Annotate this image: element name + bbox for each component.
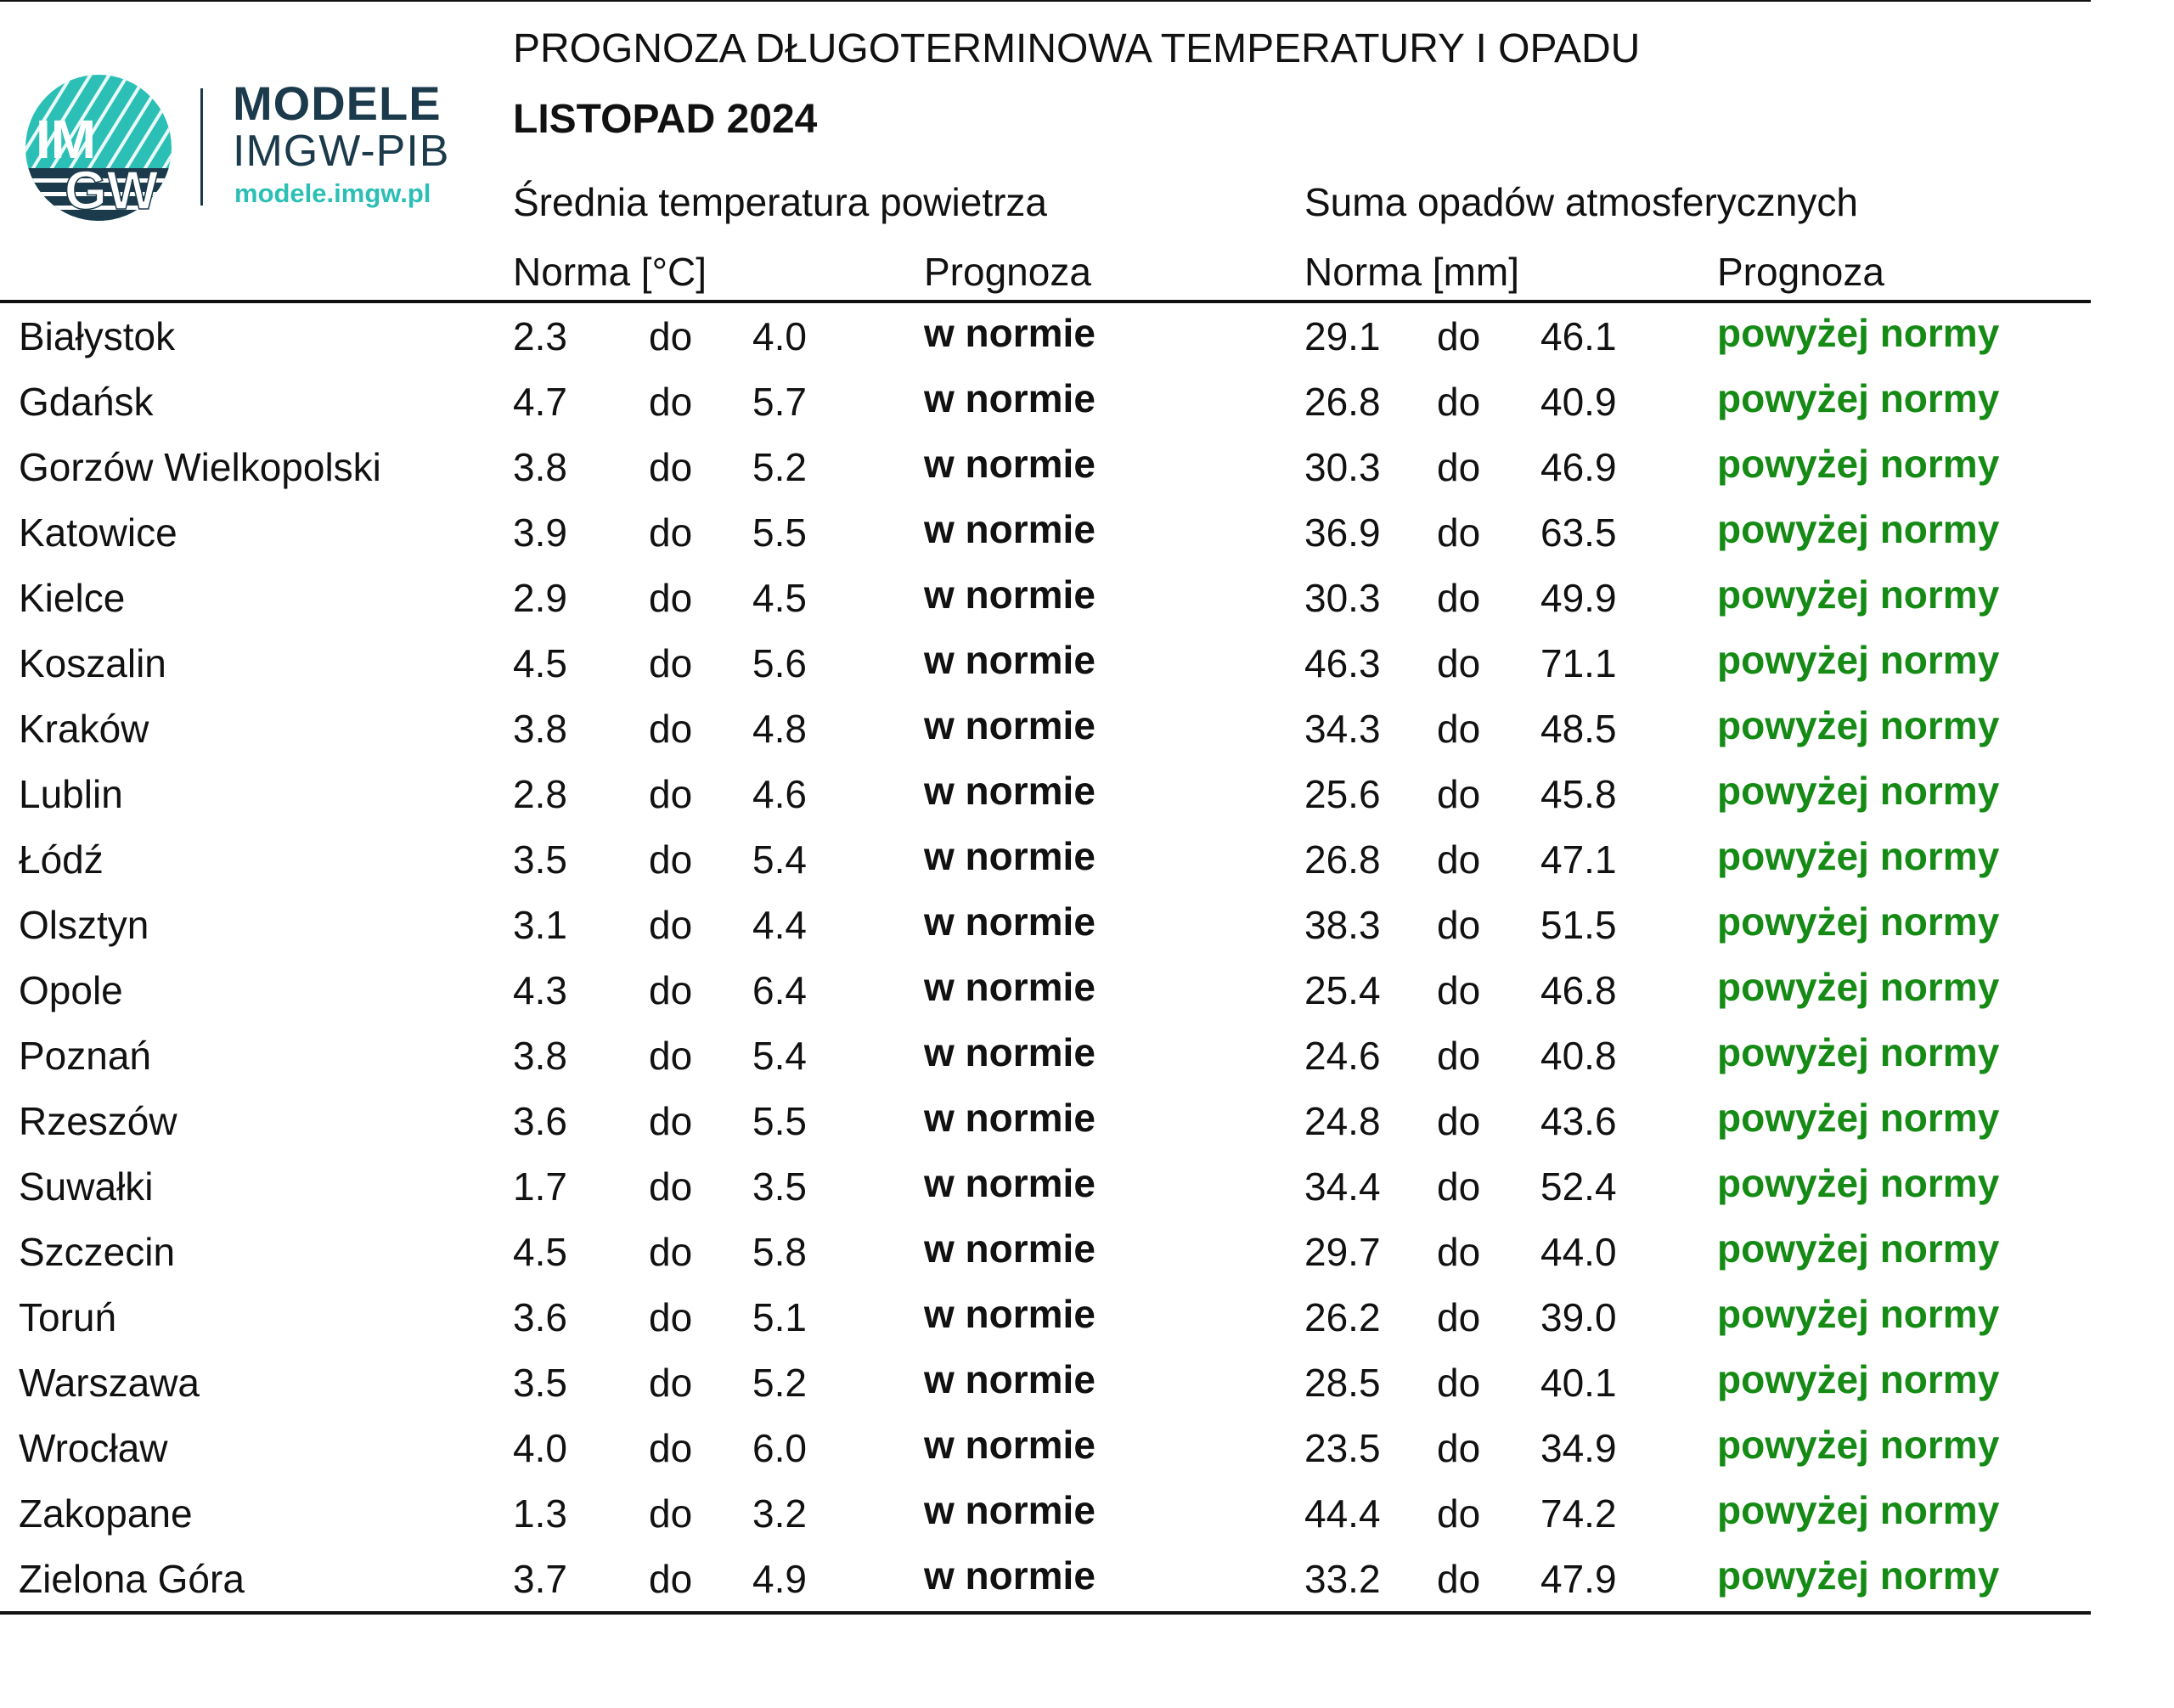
temp-norm-max: 4.9: [752, 1557, 807, 1601]
precip-norm-min: 26.2: [1304, 1295, 1381, 1339]
imgw-logo: [24, 73, 457, 226]
temp-norm-max: 5.2: [752, 1361, 807, 1405]
table-row: [0, 1153, 2091, 1219]
city-name: Białystok: [19, 314, 176, 358]
city-name: Toruń: [19, 1295, 117, 1339]
emblem-text-top: IM: [36, 109, 97, 170]
precip-norm-to: do: [1437, 641, 1481, 685]
precip-norm-min: 44.4: [1304, 1491, 1381, 1536]
precip-norm-min: 29.1: [1304, 314, 1381, 358]
temp-forecast: w normie: [924, 965, 1095, 1009]
table-row: [0, 1546, 2091, 1611]
precip-norm-min: 25.6: [1304, 772, 1381, 816]
temp-forecast: w normie: [924, 311, 1095, 355]
table-row: [0, 1480, 2091, 1546]
temp-norm-min: 4.7: [513, 380, 567, 424]
table-row: [0, 1350, 2091, 1415]
city-name: Rzeszów: [19, 1099, 177, 1143]
precip-norm-to: do: [1437, 380, 1481, 424]
table-row: [0, 434, 2091, 499]
precip-norm-max: 52.4: [1540, 1164, 1617, 1209]
temp-forecast: w normie: [924, 376, 1095, 420]
table-row: [0, 630, 2091, 696]
table-row: [0, 826, 2091, 892]
precip-norm-to: do: [1437, 837, 1481, 882]
precip-norm-max: 71.1: [1540, 641, 1617, 685]
temp-norm-max: 4.4: [752, 903, 807, 947]
precip-norm-max: 46.1: [1540, 314, 1617, 358]
temp-norm-min: 3.5: [513, 1361, 567, 1405]
precip-norm-to: do: [1437, 1230, 1481, 1274]
temp-forecast: w normie: [924, 703, 1095, 747]
precip-norm-min: 34.3: [1304, 707, 1381, 751]
temp-norm-min: 3.8: [513, 1034, 567, 1078]
temp-norm-min: 4.3: [513, 968, 567, 1012]
precip-norm-min: 36.9: [1304, 510, 1381, 555]
precip-norm-min: 26.8: [1304, 837, 1381, 882]
precip-norm-to: do: [1437, 576, 1481, 620]
table-row: [0, 696, 2091, 761]
temp-norm-to: do: [649, 510, 693, 555]
precip-norm-max: 39.0: [1540, 1295, 1617, 1339]
precip-norm-min: 24.6: [1304, 1034, 1381, 1078]
temp-forecast: w normie: [924, 769, 1095, 813]
city-name: Kraków: [19, 707, 149, 751]
temp-norm-min: 1.3: [513, 1491, 567, 1536]
precip-norm-max: 49.9: [1540, 576, 1617, 620]
temp-norm-to: do: [649, 380, 693, 424]
temp-norm-to: do: [649, 1230, 693, 1274]
temp-norm-to: do: [649, 707, 693, 751]
temp-norm-max: 3.5: [752, 1164, 807, 1209]
precip-forecast: powyżej normy: [1717, 1161, 2000, 1205]
precip-forecast: powyżej normy: [1717, 1096, 2000, 1140]
precip-norm-to: do: [1437, 445, 1481, 489]
city-name: Suwałki: [19, 1164, 154, 1209]
top-rule: [0, 0, 2091, 2]
temp-norm-min: 3.1: [513, 903, 567, 947]
city-name: Zakopane: [19, 1491, 193, 1536]
precip-norm-header: Norma [mm]: [1304, 250, 1519, 294]
temp-forecast: w normie: [924, 638, 1095, 682]
precip-norm-to: do: [1437, 1295, 1481, 1339]
temp-forecast: w normie: [924, 572, 1095, 617]
temp-norm-to: do: [649, 445, 693, 489]
city-name: Poznań: [19, 1034, 152, 1078]
temp-forecast: w normie: [924, 1423, 1095, 1467]
precip-norm-min: 28.5: [1304, 1361, 1381, 1405]
temp-forecast: w normie: [924, 442, 1095, 486]
temp-forecast: w normie: [924, 1161, 1095, 1205]
temp-forecast-header: Prognoza: [924, 250, 1091, 294]
city-name: Lublin: [19, 772, 123, 816]
precip-norm-max: 40.9: [1540, 380, 1617, 424]
temp-norm-to: do: [649, 1164, 693, 1209]
forecast-table: [0, 303, 2091, 1611]
city-name: Zielona Góra: [19, 1557, 245, 1601]
temp-forecast: w normie: [924, 1292, 1095, 1336]
precip-norm-to: do: [1437, 314, 1481, 358]
precip-norm-min: 34.4: [1304, 1164, 1381, 1209]
temp-norm-to: do: [649, 641, 693, 685]
precip-forecast: powyżej normy: [1717, 703, 2000, 747]
temp-norm-min: 4.5: [513, 641, 567, 685]
precip-norm-max: 48.5: [1540, 707, 1617, 751]
precip-forecast: powyżej normy: [1717, 442, 2000, 486]
precip-norm-min: 46.3: [1304, 641, 1381, 685]
precip-norm-max: 46.8: [1540, 968, 1617, 1012]
precip-forecast: powyżej normy: [1717, 572, 2000, 617]
temp-norm-max: 5.8: [752, 1230, 807, 1274]
table-row: [0, 1023, 2091, 1088]
precip-norm-to: do: [1437, 968, 1481, 1012]
temp-norm-to: do: [649, 1426, 693, 1470]
page-title: PROGNOZA DŁUGOTERMINOWA TEMPERATURY I OPADU: [513, 26, 1641, 71]
temp-norm-max: 4.5: [752, 576, 807, 620]
precip-norm-min: 24.8: [1304, 1099, 1381, 1143]
temp-forecast: w normie: [924, 1357, 1095, 1401]
precip-forecast: powyżej normy: [1717, 1423, 2000, 1467]
logo-brand: MODELE: [233, 76, 442, 130]
temp-norm-min: 4.0: [513, 1426, 567, 1470]
table-row: [0, 1088, 2091, 1153]
temp-forecast: w normie: [924, 1030, 1095, 1074]
city-name: Szczecin: [19, 1230, 176, 1274]
temp-norm-to: do: [649, 314, 693, 358]
precip-section-title: Suma opadów atmosferycznych: [1304, 180, 1858, 224]
temp-norm-to: do: [649, 1034, 693, 1078]
city-name: Katowice: [19, 510, 177, 555]
table-row: [0, 499, 2091, 565]
precip-norm-to: do: [1437, 510, 1481, 555]
temp-norm-min: 3.6: [513, 1295, 567, 1339]
precip-norm-max: 47.9: [1540, 1557, 1617, 1601]
table-row: [0, 761, 2091, 826]
precip-forecast-header: Prognoza: [1717, 250, 1884, 294]
precip-norm-max: 40.1: [1540, 1361, 1617, 1405]
temp-norm-min: 4.5: [513, 1230, 567, 1274]
temp-norm-to: do: [649, 1491, 693, 1536]
temp-forecast: w normie: [924, 834, 1095, 878]
city-name: Koszalin: [19, 641, 166, 685]
precip-norm-to: do: [1437, 903, 1481, 947]
temp-norm-to: do: [649, 903, 693, 947]
temp-norm-to: do: [649, 1099, 693, 1143]
temp-forecast: w normie: [924, 1226, 1095, 1271]
temp-norm-to: do: [649, 1295, 693, 1339]
city-name: Gorzów Wielkopolski: [19, 445, 381, 489]
city-name: Warszawa: [19, 1361, 200, 1405]
precip-norm-min: 30.3: [1304, 576, 1381, 620]
temp-norm-max: 5.6: [752, 641, 807, 685]
precip-norm-max: 45.8: [1540, 772, 1617, 816]
precip-forecast: powyżej normy: [1717, 769, 2000, 813]
precip-forecast: powyżej normy: [1717, 1292, 2000, 1336]
table-row: [0, 565, 2091, 630]
precip-norm-max: 47.1: [1540, 837, 1617, 882]
precip-norm-max: 43.6: [1540, 1099, 1617, 1143]
imgw-emblem-icon: [24, 73, 173, 223]
logo-divider: [200, 88, 203, 206]
precip-norm-max: 46.9: [1540, 445, 1617, 489]
precip-forecast: powyżej normy: [1717, 834, 2000, 878]
precip-forecast: powyżej normy: [1717, 507, 2000, 551]
city-name: Gdańsk: [19, 380, 154, 424]
precip-forecast: powyżej normy: [1717, 1226, 2000, 1271]
precip-norm-to: do: [1437, 1491, 1481, 1536]
precip-forecast: powyżej normy: [1717, 1030, 2000, 1074]
temp-norm-min: 1.7: [513, 1164, 567, 1209]
temp-norm-max: 4.0: [752, 314, 807, 358]
temp-norm-to: do: [649, 576, 693, 620]
temp-norm-min: 3.9: [513, 510, 567, 555]
precip-norm-to: do: [1437, 1557, 1481, 1601]
city-name: Kielce: [19, 576, 126, 620]
precip-forecast: powyżej normy: [1717, 1488, 2000, 1532]
precip-norm-max: 44.0: [1540, 1230, 1617, 1274]
logo-org: IMGW-PIB: [233, 127, 450, 176]
temp-norm-min: 3.6: [513, 1099, 567, 1143]
temp-norm-max: 5.7: [752, 380, 807, 424]
logo-url: modele.imgw.pl: [234, 178, 431, 208]
temp-forecast: w normie: [924, 507, 1095, 551]
city-name: Wrocław: [19, 1426, 168, 1470]
table-row: [0, 892, 2091, 957]
temp-norm-to: do: [649, 968, 693, 1012]
page-subtitle: LISTOPAD 2024: [513, 97, 818, 142]
temp-norm-max: 5.5: [752, 510, 807, 555]
city-name: Łódź: [19, 837, 104, 882]
precip-norm-min: 33.2: [1304, 1557, 1381, 1601]
city-name: Olsztyn: [19, 903, 149, 947]
temp-norm-max: 5.1: [752, 1295, 807, 1339]
table-row: [0, 303, 2091, 369]
precip-norm-max: 74.2: [1540, 1491, 1617, 1536]
temp-norm-min: 3.7: [513, 1557, 567, 1601]
precip-norm-to: do: [1437, 772, 1481, 816]
temp-norm-min: 3.8: [513, 445, 567, 489]
precip-norm-min: 38.3: [1304, 903, 1381, 947]
precip-norm-min: 26.8: [1304, 380, 1381, 424]
precip-forecast: powyżej normy: [1717, 965, 2000, 1009]
precip-norm-min: 30.3: [1304, 445, 1381, 489]
precip-norm-max: 51.5: [1540, 903, 1617, 947]
temp-norm-max: 5.4: [752, 837, 807, 882]
temp-norm-max: 6.0: [752, 1426, 807, 1470]
city-name: Opole: [19, 968, 123, 1012]
temp-norm-to: do: [649, 1557, 693, 1601]
precip-forecast: powyżej normy: [1717, 311, 2000, 355]
precip-forecast: powyżej normy: [1717, 1553, 2000, 1598]
emblem-text-bottom: GW: [65, 160, 159, 221]
temp-norm-min: 3.5: [513, 837, 567, 882]
temp-forecast: w normie: [924, 1553, 1095, 1598]
temp-norm-to: do: [649, 1361, 693, 1405]
temp-norm-max: 3.2: [752, 1491, 807, 1536]
precip-norm-max: 34.9: [1540, 1426, 1617, 1470]
temp-norm-max: 4.6: [752, 772, 807, 816]
temp-norm-header: Norma [°C]: [513, 250, 707, 294]
precip-norm-to: do: [1437, 1361, 1481, 1405]
temp-norm-to: do: [649, 837, 693, 882]
precip-norm-max: 40.8: [1540, 1034, 1617, 1078]
precip-forecast: powyżej normy: [1717, 899, 2000, 944]
precip-norm-to: do: [1437, 707, 1481, 751]
temp-norm-to: do: [649, 772, 693, 816]
table-row: [0, 369, 2091, 434]
table-row: [0, 1219, 2091, 1284]
table-row: [0, 1284, 2091, 1350]
temp-forecast: w normie: [924, 899, 1095, 944]
temp-forecast: w normie: [924, 1488, 1095, 1532]
temp-norm-max: 5.4: [752, 1034, 807, 1078]
temp-norm-max: 5.2: [752, 445, 807, 489]
temp-norm-min: 3.8: [513, 707, 567, 751]
precip-norm-to: do: [1437, 1164, 1481, 1209]
precip-norm-to: do: [1437, 1426, 1481, 1470]
precip-norm-to: do: [1437, 1034, 1481, 1078]
precip-norm-min: 25.4: [1304, 968, 1381, 1012]
temp-norm-max: 5.5: [752, 1099, 807, 1143]
temp-section-title: Średnia temperatura powietrza: [513, 180, 1047, 224]
precip-forecast: powyżej normy: [1717, 638, 2000, 682]
temp-forecast: w normie: [924, 1096, 1095, 1140]
temp-norm-min: 2.3: [513, 314, 567, 358]
precip-norm-max: 63.5: [1540, 510, 1617, 555]
temp-norm-max: 4.8: [752, 707, 807, 751]
precip-forecast: powyżej normy: [1717, 1357, 2000, 1401]
precip-norm-min: 23.5: [1304, 1426, 1381, 1470]
temp-norm-min: 2.8: [513, 772, 567, 816]
precip-norm-to: do: [1437, 1099, 1481, 1143]
bottom-rule: [0, 1611, 2091, 1615]
temp-norm-min: 2.9: [513, 576, 567, 620]
precip-forecast: powyżej normy: [1717, 376, 2000, 420]
temp-norm-max: 6.4: [752, 968, 807, 1012]
table-row: [0, 957, 2091, 1023]
table-row: [0, 1415, 2091, 1480]
precip-norm-min: 29.7: [1304, 1230, 1381, 1274]
